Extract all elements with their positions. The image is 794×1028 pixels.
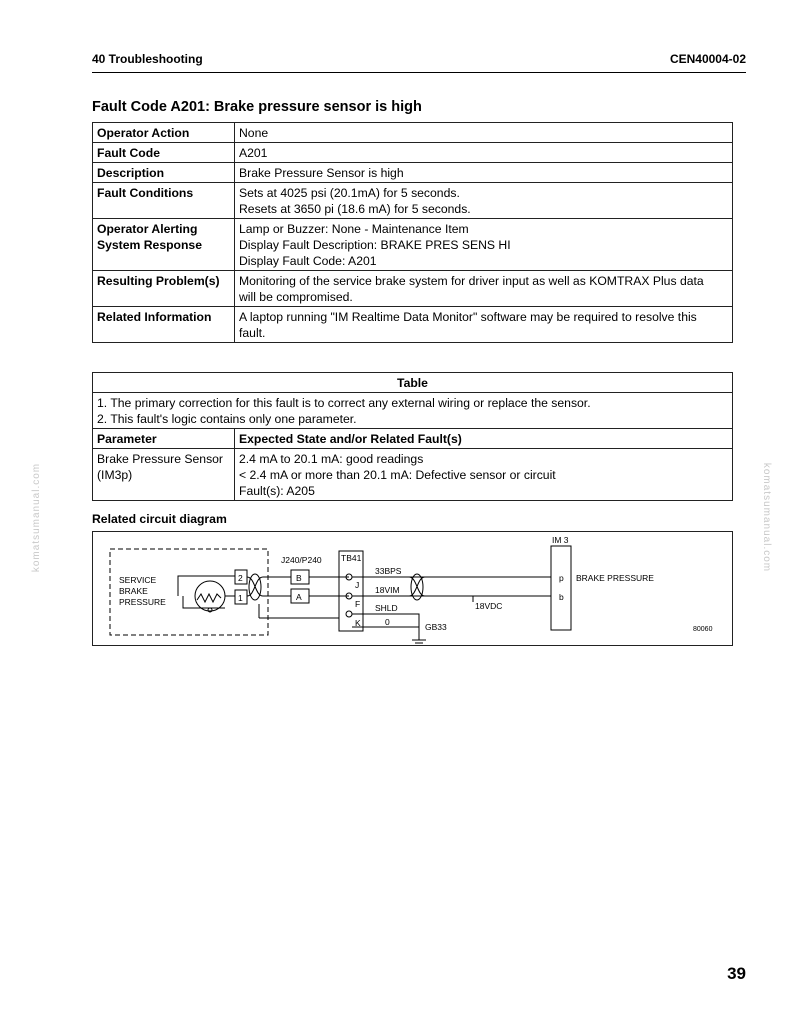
vdc-label: 18VDC xyxy=(475,601,503,611)
header-rule xyxy=(92,72,746,73)
sensor-wire xyxy=(183,596,225,608)
row-key-line: Fault Conditions xyxy=(97,186,194,200)
row-key xyxy=(93,163,235,183)
sensor-label-3: PRESSURE xyxy=(119,597,166,607)
row-value-line: Sets at 4025 psi (20.1mA) for 5 seconds. xyxy=(239,186,460,200)
parameter-table xyxy=(92,372,733,501)
row-key xyxy=(93,219,235,271)
table-notes xyxy=(93,393,733,429)
im3-label: IM 3 xyxy=(552,535,569,545)
circuit-diagram xyxy=(92,531,733,646)
param-cell xyxy=(93,449,235,501)
tb-pin: K xyxy=(355,618,361,628)
terminal-block-label: TB41 xyxy=(341,553,362,563)
figure-code: 80060 xyxy=(693,626,713,633)
row-value-line: Brake Pressure Sensor is high xyxy=(239,166,404,180)
sensor-label-1: SERVICE xyxy=(119,575,157,585)
module-pin: p xyxy=(559,573,564,583)
tb-pin: F xyxy=(355,599,361,609)
row-key-line: System Response xyxy=(97,238,202,252)
wire-label: SHLD xyxy=(375,603,398,613)
row-key xyxy=(93,271,235,307)
im3-module xyxy=(551,546,571,630)
watermark-right: komatsumanual.com xyxy=(761,462,773,573)
row-key-line: Operator Alerting xyxy=(97,222,198,236)
table-row xyxy=(93,271,733,307)
row-value xyxy=(235,163,733,183)
table-row xyxy=(93,219,733,271)
fault-table xyxy=(92,122,733,343)
state-cell xyxy=(235,449,733,501)
sensor-pin: 1 xyxy=(238,593,243,603)
sensor-label-2: BRAKE xyxy=(119,586,148,596)
table-caption: Table xyxy=(93,373,733,393)
row-key-line: Resulting Problem(s) xyxy=(97,274,220,288)
table-row xyxy=(93,143,733,163)
row-value xyxy=(235,183,733,219)
row-value-line: Display Fault Code: A201 xyxy=(239,254,377,268)
module-pin: b xyxy=(559,592,564,602)
page-number: 39 xyxy=(727,964,746,983)
row-value-line: will be compromised. xyxy=(239,290,353,304)
connector-pin: A xyxy=(296,592,302,602)
row-value xyxy=(235,123,733,143)
page-title: Fault Code A201: Brake pressure sensor is high xyxy=(92,99,422,115)
sensor-wire xyxy=(178,576,235,596)
table-row xyxy=(93,123,733,143)
row-value xyxy=(235,271,733,307)
row-key xyxy=(93,183,235,219)
row-value-line: Lamp or Buzzer: None - Maintenance Item xyxy=(239,222,469,236)
header-section: 40 Troubleshooting xyxy=(92,52,203,66)
header-doc-code: CEN40004-02 xyxy=(669,52,746,66)
note-1: 1. The primary correction for this fault is to correct any external wiring or replace the sensor. xyxy=(97,396,591,410)
row-key xyxy=(93,143,235,163)
col-header-parameter: Parameter xyxy=(93,429,235,449)
state-line: 2.4 mA to 20.1 mA: good readings xyxy=(239,452,424,466)
row-key-line: Fault Code xyxy=(97,146,160,160)
row-key-line: Related Information xyxy=(97,310,212,324)
row-value-line: Display Fault Description: BRAKE PRES SENS HI xyxy=(239,238,511,252)
circuit-svg xyxy=(93,532,734,647)
watermark-left: komatsumanual.com xyxy=(31,462,43,573)
row-key xyxy=(93,123,235,143)
circuit-heading: Related circuit diagram xyxy=(92,512,227,526)
row-key-line: Description xyxy=(97,166,165,180)
col-header-expected: Expected State and/or Related Fault(s) xyxy=(235,429,733,449)
note-2: 2. This fault's logic contains only one parameter. xyxy=(97,412,357,426)
signal-label: BRAKE PRESSURE xyxy=(576,573,654,583)
row-key xyxy=(93,307,235,343)
connector-label: J240/P240 xyxy=(281,555,322,565)
table-row xyxy=(93,307,733,343)
resistor-icon xyxy=(197,594,221,602)
row-value xyxy=(235,219,733,271)
wire-label: 18VIM xyxy=(375,585,400,595)
row-value-line: None xyxy=(239,126,269,140)
param-line: (IM3p) xyxy=(97,468,133,482)
tb-pin: J xyxy=(355,580,360,590)
wire-label: 33BPS xyxy=(375,566,402,576)
row-value-line: A201 xyxy=(239,146,268,160)
terminal-icon xyxy=(346,611,352,617)
table-row xyxy=(93,183,733,219)
param-line: Brake Pressure Sensor xyxy=(97,452,223,466)
sensor-pin: 2 xyxy=(238,573,243,583)
state-line: Fault(s): A205 xyxy=(239,484,315,498)
row-value xyxy=(235,143,733,163)
row-value xyxy=(235,307,733,343)
row-value-line: A laptop running "IM Realtime Data Monitor" software may be required to resolve this xyxy=(239,310,697,324)
ground-label: GB33 xyxy=(425,622,447,632)
wire-label: 0 xyxy=(385,617,390,627)
row-key-line: Operator Action xyxy=(97,126,190,140)
connector-pin: B xyxy=(296,573,302,583)
row-value-line: Resets at 3650 pi (18.6 mA) for 5 seconds. xyxy=(239,202,471,216)
row-value-line: fault. xyxy=(239,326,266,340)
row-value-line: Monitoring of the service brake system for driver input as well as KOMTRAX Plus data xyxy=(239,274,704,288)
table-row xyxy=(93,163,733,183)
state-line: < 2.4 mA or more than 20.1 mA: Defective sensor or circuit xyxy=(239,468,556,482)
